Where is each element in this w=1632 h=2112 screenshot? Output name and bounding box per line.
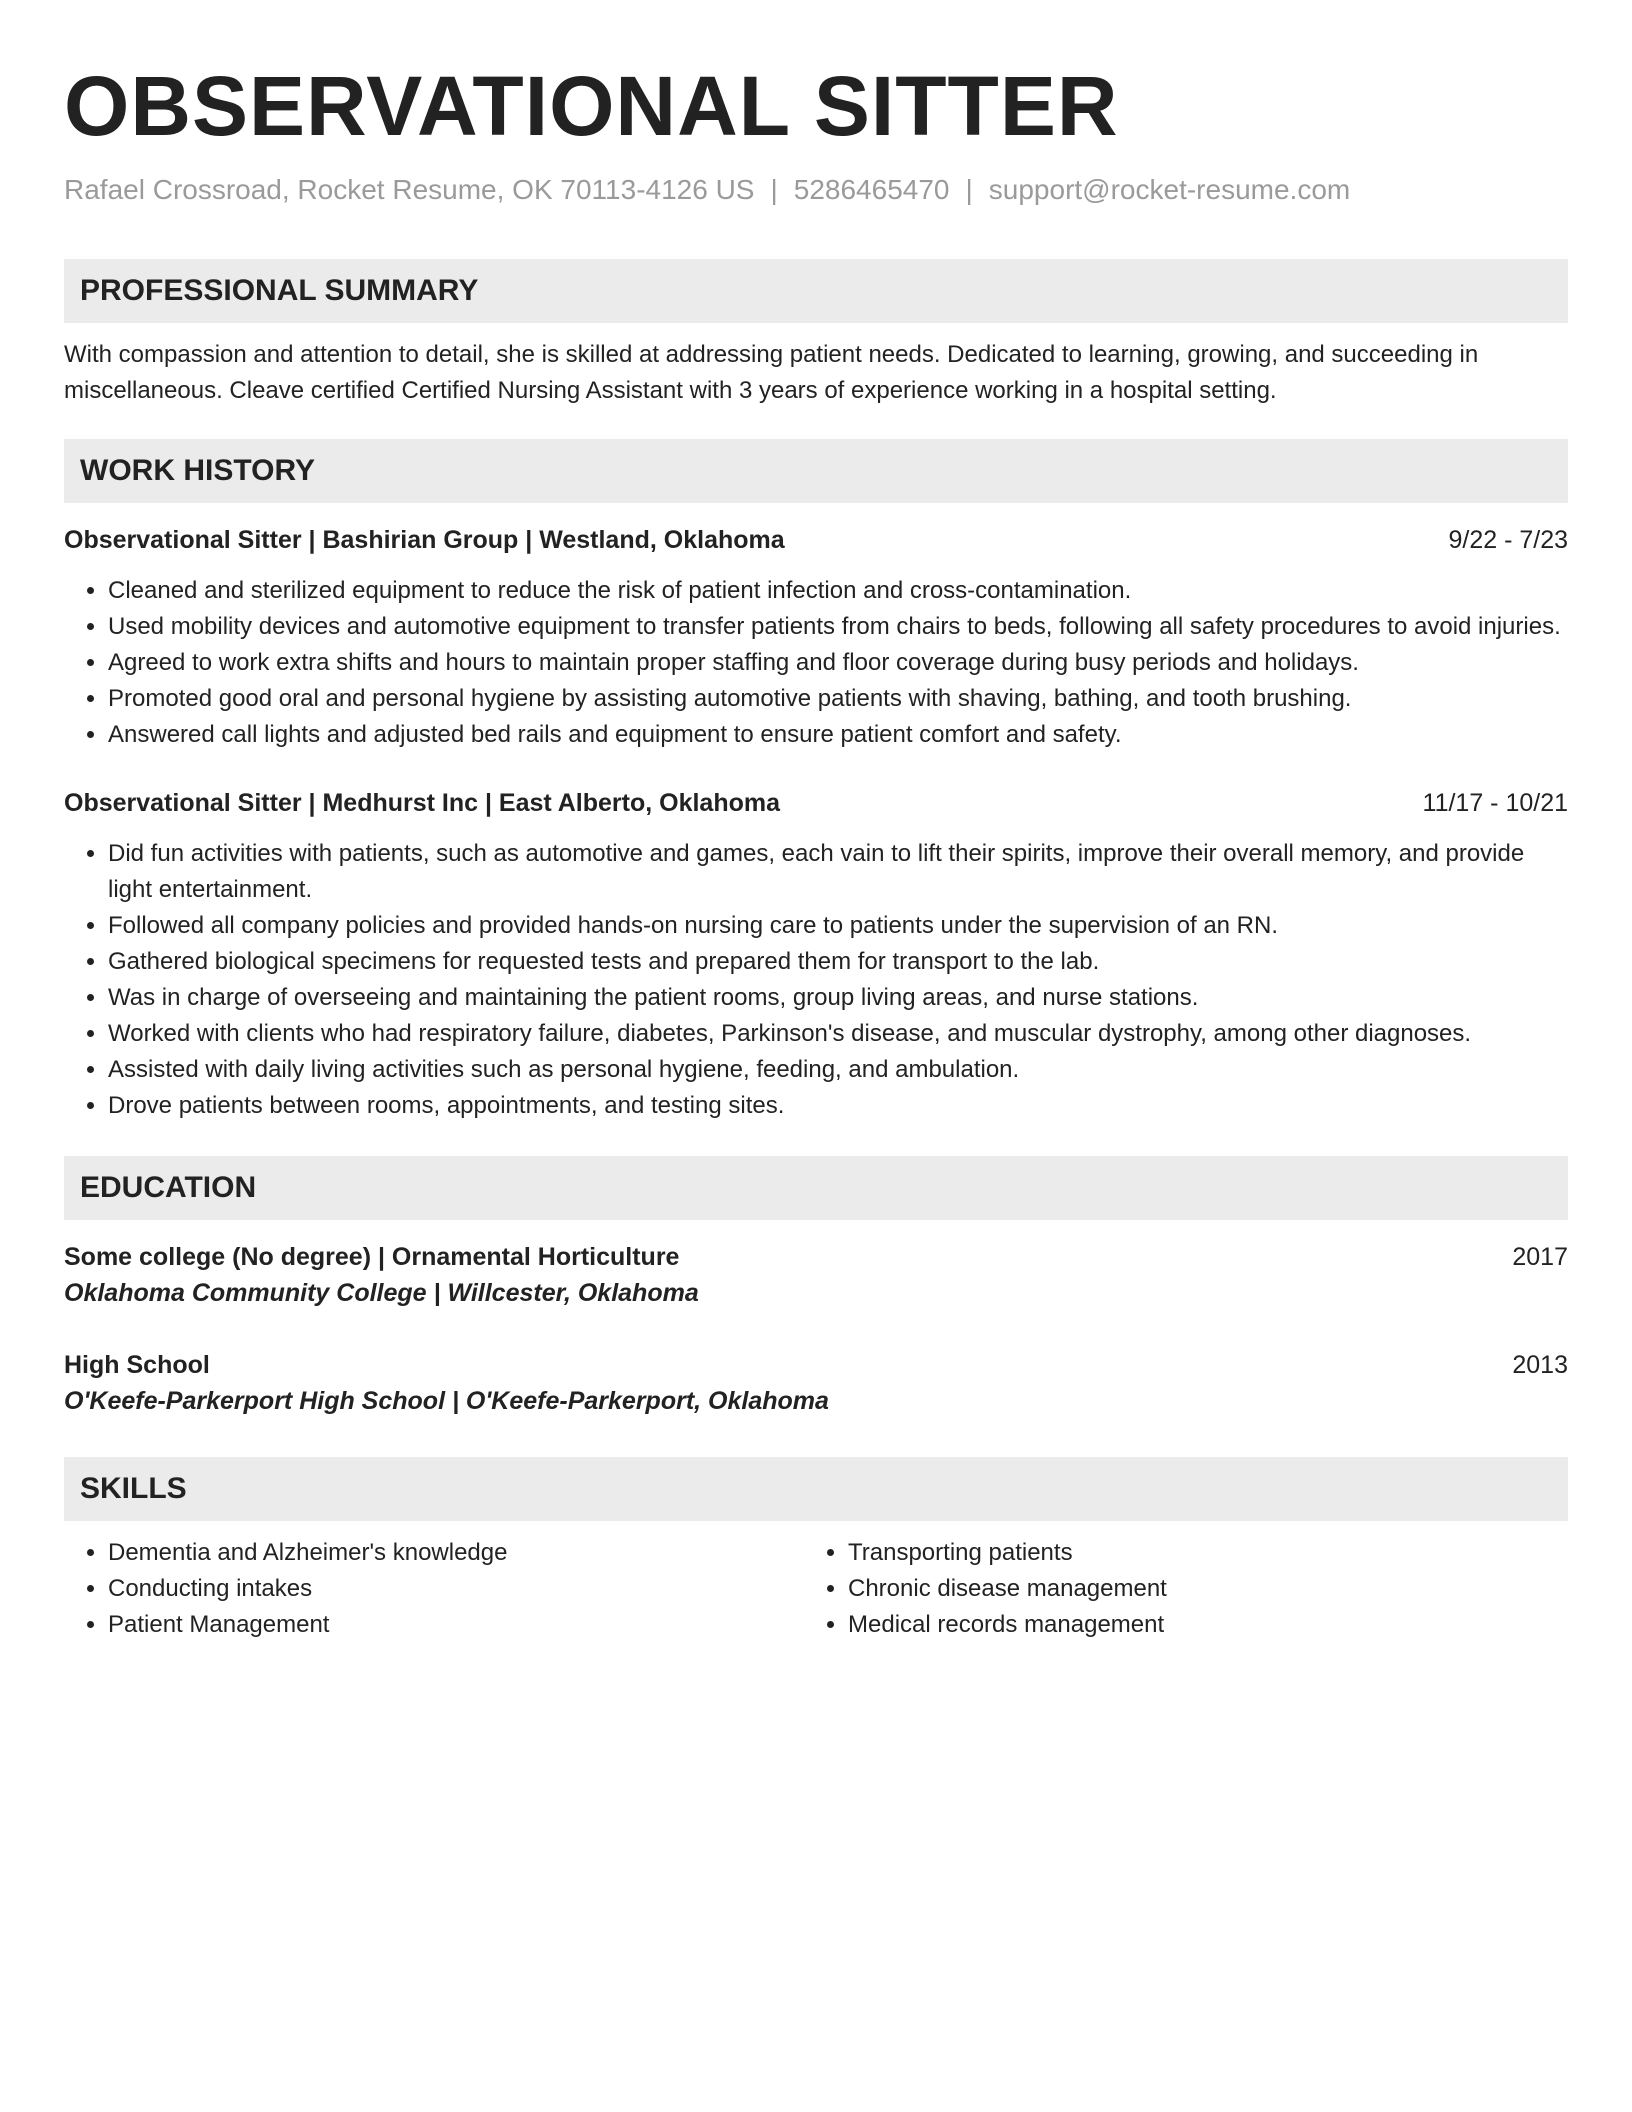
- job-bullet: • Assisted with daily living activities such as personal hygiene, feeding, and ambulation.: [108, 1052, 1568, 1088]
- job-bullet: • Promoted good oral and personal hygiene by assisting automotive patients with shaving, bathing, and tooth brushing.: [108, 681, 1568, 717]
- job-bullet: • Gathered biological specimens for requested tests and prepared them for transport to the lab.: [108, 944, 1568, 980]
- job-bullet: • Agreed to work extra shifts and hours to maintain proper staffing and floor coverage during busy periods and holidays.: [108, 645, 1568, 681]
- contact-phone: 5286465470: [793, 174, 950, 205]
- contact-separator: |: [965, 174, 973, 205]
- section-header-summary: PROFESSIONAL SUMMARY: [64, 259, 1568, 323]
- education-degree: High School: [64, 1351, 210, 1379]
- job-entry: [64, 523, 1568, 753]
- job-entry: [64, 786, 1568, 1124]
- education-entry: [64, 1348, 1568, 1420]
- candidate-name: OBSERVATIONAL SITTER: [64, 59, 1119, 153]
- job-bullet: • Answered call lights and adjusted bed rails and equipment to ensure patient comfort and safety.: [108, 717, 1568, 753]
- job-bullet: • Used mobility devices and automotive equipment to transfer patients from chairs to beds, following all safety procedures to avoid injuries.: [108, 609, 1568, 645]
- job-bullet: • Cleaned and sterilized equipment to reduce the risk of patient infection and cross-contamination.: [108, 573, 1568, 609]
- skill-item: • Medical records management: [848, 1607, 1544, 1643]
- job-title: Observational Sitter | Medhurst Inc | East Alberto, Oklahoma: [64, 789, 781, 817]
- job-bullet: • Drove patients between rooms, appointments, and testing sites.: [108, 1088, 1568, 1124]
- skills-list: [804, 1535, 1544, 1643]
- job-bullet: • Followed all company policies and provided hands-on nursing care to patients under the supervision of an RN.: [108, 908, 1568, 944]
- skill-item: • Dementia and Alzheimer's knowledge: [108, 1535, 804, 1571]
- job-header: [64, 523, 1568, 557]
- skill-item: • Transporting patients: [848, 1535, 1544, 1571]
- job-bullet: • Worked with clients who had respiratory failure, diabetes, Parkinson's disease, and muscular dystrophy, among other diagnoses.: [108, 1016, 1568, 1052]
- education-year: 2017: [1512, 1243, 1568, 1271]
- contact-address: Rafael Crossroad, Rocket Resume, OK 70113-4126 US: [64, 174, 755, 205]
- education-header: [64, 1240, 1568, 1274]
- contact-email: support@rocket-resume.com: [988, 174, 1351, 205]
- education-entry: [64, 1240, 1568, 1312]
- summary-text: With compassion and attention to detail, she is skilled at addressing patient needs. Dedicated to learning, growing, and succeeding in miscellaneous. Cleave certified Certified Nursing Assistant with 3 years of experience working in a hospital setting.: [64, 341, 1479, 404]
- job-header: [64, 786, 1568, 820]
- skill-item: • Conducting intakes: [108, 1571, 804, 1607]
- education-header: [64, 1348, 1568, 1382]
- contact-separator: |: [770, 174, 778, 205]
- job-bullets: [64, 836, 1568, 1124]
- skills-column-left: [64, 1535, 804, 1643]
- education-year: 2013: [1512, 1351, 1568, 1379]
- section-header-skills: SKILLS: [64, 1457, 1568, 1521]
- contact-line: [64, 172, 1568, 208]
- education-degree: Some college (No degree) | Ornamental Horticulture: [64, 1243, 680, 1271]
- section-header-education: EDUCATION: [64, 1156, 1568, 1220]
- job-title: Observational Sitter | Bashirian Group | Westland, Oklahoma: [64, 526, 785, 554]
- education-school: Oklahoma Community College | Willcester, Oklahoma: [64, 1279, 699, 1307]
- skills-list: [64, 1535, 804, 1643]
- education-school: O'Keefe-Parkerport High School | O'Keefe-Parkerport, Oklahoma: [64, 1387, 829, 1415]
- skills-grid: [64, 1535, 1568, 1643]
- job-dates: 11/17 - 10/21: [1422, 789, 1568, 817]
- section-header-work-history: WORK HISTORY: [64, 439, 1568, 503]
- job-bullet: • Was in charge of overseeing and maintaining the patient rooms, group living areas, and nurse stations.: [108, 980, 1568, 1016]
- skill-item: • Patient Management: [108, 1607, 804, 1643]
- skill-item: • Chronic disease management: [848, 1571, 1544, 1607]
- skills-column-right: [804, 1535, 1544, 1643]
- job-bullet: • Did fun activities with patients, such as automotive and games, each vain to lift their spirits, improve their overall memory, and provide light entertainment.: [108, 836, 1568, 908]
- job-dates: 9/22 - 7/23: [1448, 526, 1568, 554]
- job-bullets: [64, 573, 1568, 753]
